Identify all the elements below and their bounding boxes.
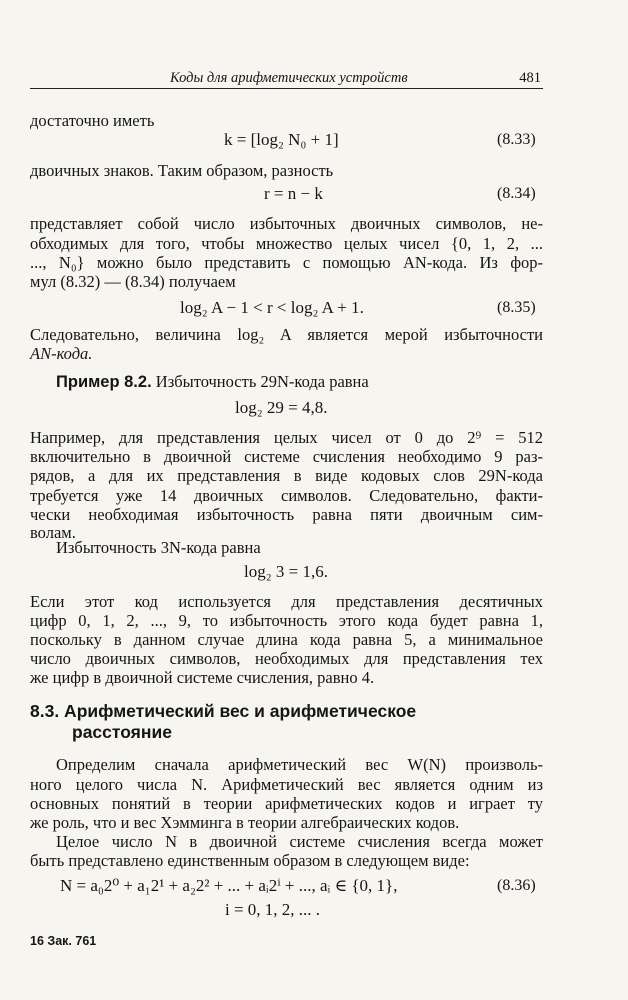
text-line: Например, для представления целых чисел от 0 до 2⁹ = 512 xyxy=(30,428,543,447)
text-line: Определим сначала арифметический вес W(N) произволь- xyxy=(56,755,543,774)
text-line: обходимых для того, чтобы множество целых чисел {0, 1, 2, ... xyxy=(30,234,543,253)
text-line: включительно в двоичной системе счисления необходимо 9 раз- xyxy=(30,447,543,466)
equation-number: (8.35) xyxy=(497,299,536,316)
formula-log3: log₂ 3 = 1,6. xyxy=(244,562,328,581)
text-line: рядов, а для их представления в виде кодовых слов 29N-кода xyxy=(30,466,543,485)
text-line: основных понятий в теории арифметических кодов и играет ту xyxy=(30,794,543,813)
text-line: мул (8.32) — (8.34) получаем xyxy=(30,272,236,291)
text-line: представляет собой число избыточных двоичных символов, не- xyxy=(30,214,543,233)
text-line: чески необходимая избыточность равна пяти двоичным сим- xyxy=(30,505,543,524)
text-line: достаточно иметь xyxy=(30,111,155,130)
example-text: Избыточность 29N-кода равна xyxy=(155,372,369,391)
equation-number: (8.33) xyxy=(497,131,536,148)
text-line: ного целого числа N. Арифметический вес является одним из xyxy=(30,775,543,794)
text-line: требуется уже 14 двоичных символов. Следовательно, факти- xyxy=(30,486,543,505)
text-line: ..., N₀} можно было представить с помощью AN-кода. Из фор- xyxy=(30,253,543,272)
text-line: AN-кода. xyxy=(30,344,93,363)
text-line: двоичных знаков. Таким образом, разность xyxy=(30,161,334,180)
formula-8-33: k = [log₂ N₀ + 1] xyxy=(224,130,339,149)
text-line: волам. xyxy=(30,523,76,542)
example-line xyxy=(56,372,369,392)
text-line: Целое число N в двоичной системе счисления всегда может xyxy=(56,832,543,851)
text-line: же роль, что и вес Хэмминга в теории алгебраических кодов. xyxy=(30,813,460,832)
example-label: Пример 8.2. xyxy=(56,373,152,391)
text-line: поскольку в данном случае длина кода равна 5, а минимальное xyxy=(30,630,543,649)
equation-number: (8.36) xyxy=(497,877,536,894)
text-line: же цифр в двоичной системе счисления, равно 4. xyxy=(30,668,375,687)
formula-8-36: N = a₀2⁰ + a₁2¹ + a₂2² + ... + aᵢ2ⁱ + ..., aᵢ ∈ {0, 1}, xyxy=(60,876,398,895)
formula-index: i = 0, 1, 2, ... . xyxy=(225,900,321,919)
text-line: Если этот код используется для представления десятичных xyxy=(30,592,543,611)
page-number: 481 xyxy=(519,70,541,86)
formula-8-35: log₂ A − 1 < r < log₂ A + 1. xyxy=(180,298,364,317)
text-line: Следовательно, величина log₂ A является мерой избыточности xyxy=(30,325,543,344)
formula-log29: log₂ 29 = 4,8. xyxy=(235,398,328,417)
equation-number: (8.34) xyxy=(497,185,536,202)
text-line: Избыточность 3N-кода равна xyxy=(56,538,261,557)
section-heading: 8.3. Арифметический вес и арифметическое xyxy=(30,701,417,721)
text-line: число двоичных символов, необходимых для представления тех xyxy=(30,649,543,668)
running-title: Коды для арифметических устройств xyxy=(170,70,408,86)
section-heading-cont: расстояние xyxy=(72,722,172,742)
text-line: быть представлено единственным образом в следующем виде: xyxy=(30,851,470,870)
text-line: цифр 0, 1, 2, ..., 9, то избыточность этого кода будет равна 1, xyxy=(30,611,543,630)
running-header xyxy=(30,66,543,89)
printer-signature: 16 Зак. 761 xyxy=(30,934,97,948)
formula-8-34: r = n − k xyxy=(264,184,323,203)
